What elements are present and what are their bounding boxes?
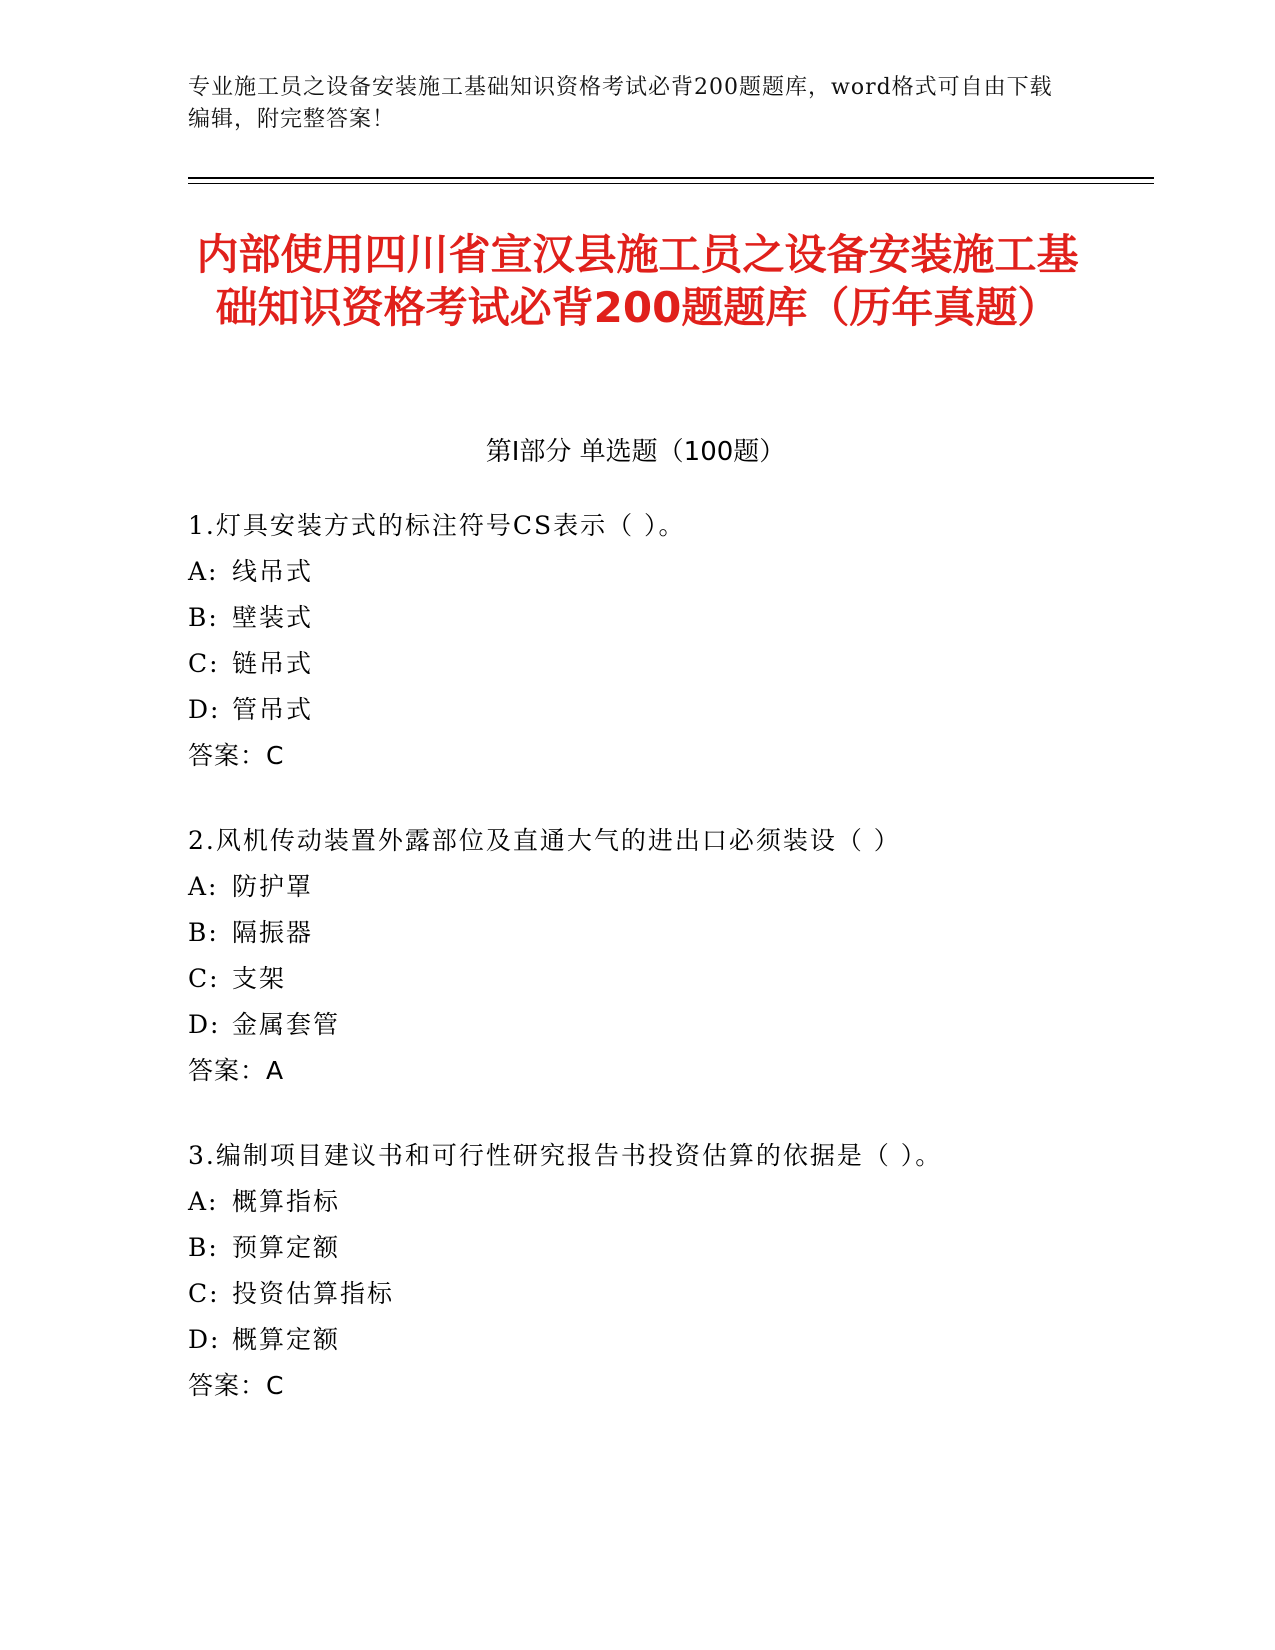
option-d bbox=[188, 1002, 1148, 1048]
option-b bbox=[188, 1225, 1148, 1271]
question-stem: 1.灯具安装方式的标注符号CS表示（ ）。 bbox=[188, 511, 686, 540]
option-a bbox=[188, 1179, 1148, 1225]
option-text: 管吊式 bbox=[232, 695, 314, 724]
question-stem: 2.风机传动装置外露部位及直通大气的进出口必须装设（ ） bbox=[188, 826, 901, 855]
option-text: 线吊式 bbox=[232, 557, 314, 586]
option-a bbox=[188, 549, 1148, 595]
option-text: 预算定额 bbox=[232, 1233, 341, 1262]
option-key: D: bbox=[188, 1010, 221, 1039]
option-b bbox=[188, 595, 1148, 641]
option-key: C: bbox=[188, 1279, 220, 1308]
option-text: 防护罩 bbox=[232, 872, 314, 901]
option-text: 投资估算指标 bbox=[232, 1279, 395, 1308]
question-3 bbox=[188, 1133, 1148, 1409]
option-key: C: bbox=[188, 649, 220, 678]
question-1 bbox=[188, 503, 1148, 779]
question-2 bbox=[188, 818, 1148, 1094]
option-text: 金属套管 bbox=[232, 1010, 341, 1039]
option-text: 概算定额 bbox=[232, 1325, 341, 1354]
option-text: 链吊式 bbox=[232, 649, 314, 678]
option-key: B: bbox=[188, 918, 219, 947]
option-d bbox=[188, 1317, 1148, 1363]
option-c bbox=[188, 641, 1148, 687]
option-d bbox=[188, 687, 1148, 733]
option-key: C: bbox=[188, 964, 220, 993]
option-text: 隔振器 bbox=[232, 918, 314, 947]
option-key: A: bbox=[188, 1187, 219, 1216]
header-note: 专业施工员之设备安装施工基础知识资格考试必背200题题库，word格式可自由下载编辑，附完整答案！ bbox=[188, 75, 1053, 132]
option-text: 支架 bbox=[232, 964, 287, 993]
option-c bbox=[188, 956, 1148, 1002]
option-key: D: bbox=[188, 1325, 221, 1354]
header-rule-thick bbox=[188, 177, 1154, 179]
answer: 答案：A bbox=[188, 1056, 285, 1085]
option-a bbox=[188, 864, 1148, 910]
option-text: 壁装式 bbox=[232, 603, 314, 632]
option-key: B: bbox=[188, 603, 219, 632]
option-c bbox=[188, 1271, 1148, 1317]
option-key: B: bbox=[188, 1233, 219, 1262]
option-text: 概算指标 bbox=[232, 1187, 341, 1216]
document-title: 内部使用四川省宣汉县施工员之设备安装施工基础知识资格考试必背200题题库（历年真题） bbox=[196, 230, 1079, 332]
option-key: A: bbox=[188, 557, 219, 586]
answer: 答案：C bbox=[188, 741, 285, 770]
option-key: A: bbox=[188, 872, 219, 901]
option-b bbox=[188, 910, 1148, 956]
section-title: 第Ⅰ部分 单选题（100题） bbox=[485, 437, 786, 467]
question-stem: 3.编制项目建议书和可行性研究报告书投资估算的依据是（ ）。 bbox=[188, 1141, 943, 1170]
header-rule-thin bbox=[188, 183, 1154, 184]
answer: 答案：C bbox=[188, 1371, 285, 1400]
option-key: D: bbox=[188, 695, 221, 724]
